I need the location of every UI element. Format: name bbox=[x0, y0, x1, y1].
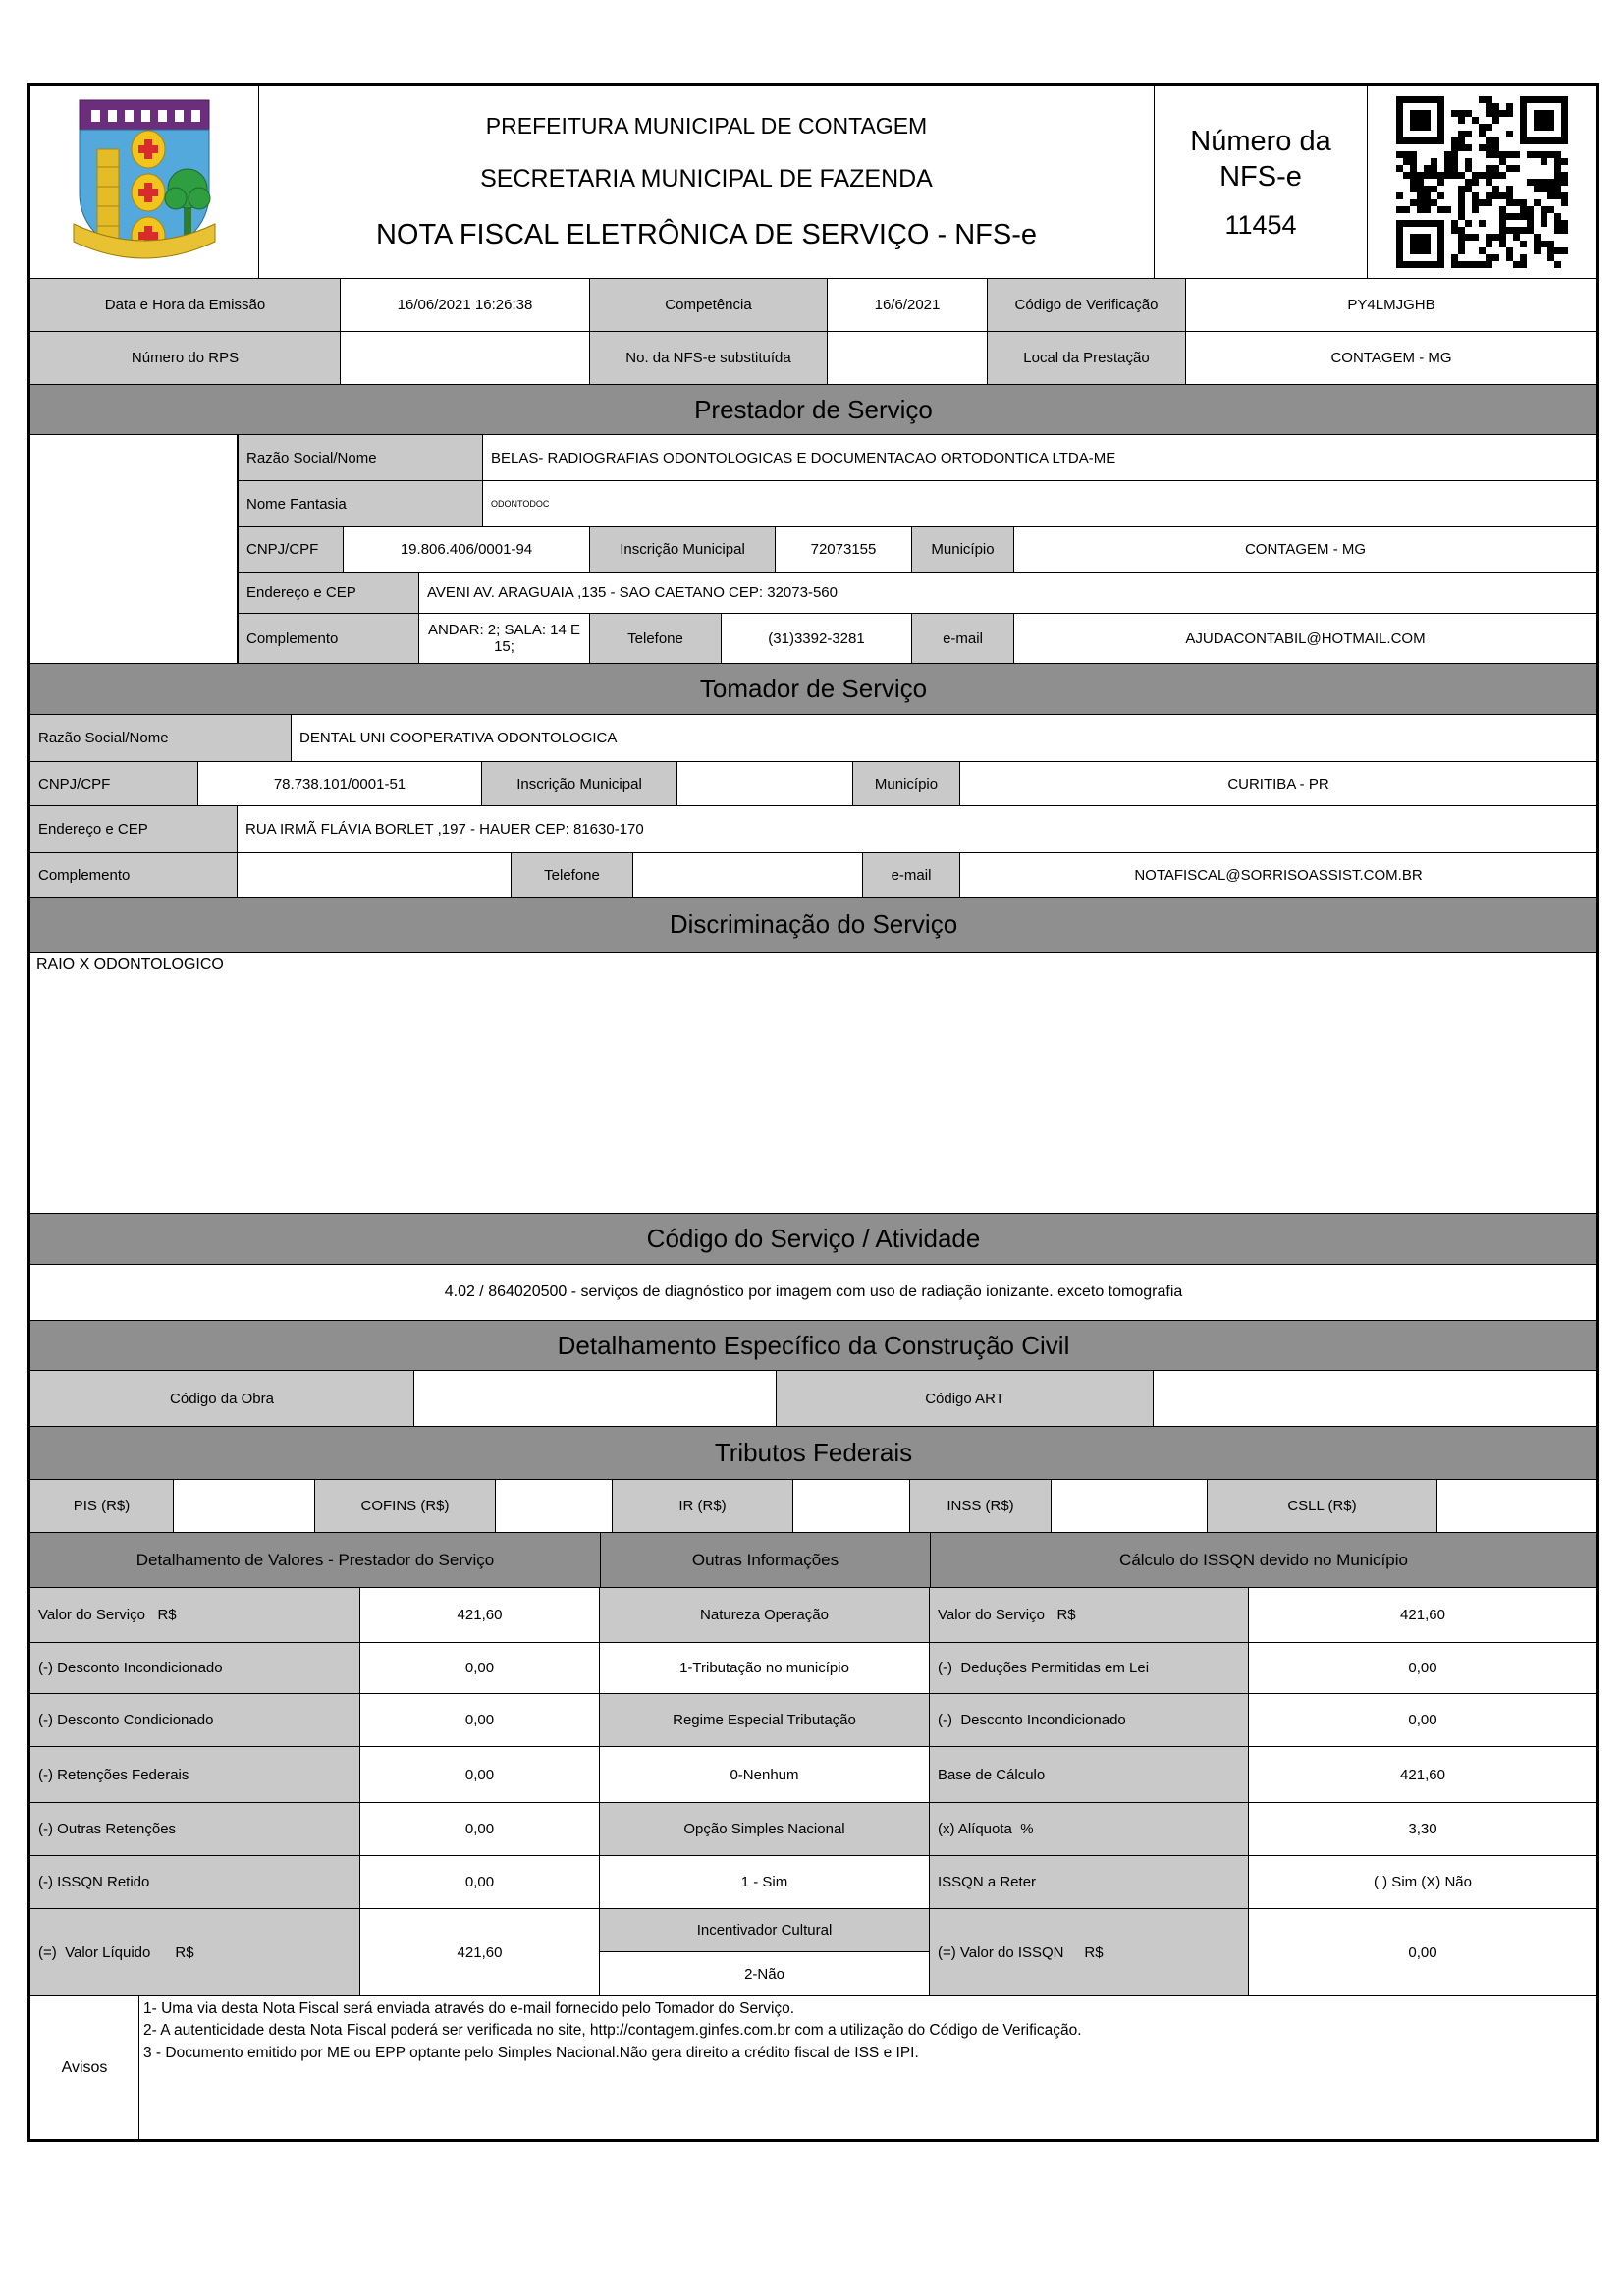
logo-cell bbox=[29, 85, 259, 279]
regime-especial-label: Regime Especial Tributação bbox=[599, 1693, 930, 1747]
tomador-email-label: e-mail bbox=[862, 852, 960, 898]
discriminacao-content-row bbox=[29, 952, 1597, 1214]
valor-liquido-value: 421,60 bbox=[359, 1908, 600, 1996]
tomador-telefone-label: Telefone bbox=[511, 852, 633, 898]
valores-header-row bbox=[29, 1532, 1597, 1588]
avisos-row bbox=[29, 1995, 1597, 2140]
prestador-complemento-label: Complemento bbox=[238, 613, 419, 664]
tomador-razao-value: DENTAL UNI COOPERATIVA ODONTOLOGICA bbox=[291, 714, 1597, 762]
prestador-email-label: e-mail bbox=[911, 613, 1014, 664]
cofins-value bbox=[495, 1479, 613, 1533]
codigo-servico-row bbox=[29, 1264, 1597, 1321]
tomador-cnpj-row bbox=[29, 761, 1597, 806]
desconto-incondicionado-label: (-) Desconto Incondicionado bbox=[29, 1642, 360, 1694]
inss-label: INSS (R$) bbox=[909, 1479, 1052, 1533]
issqn-valor-servico-label: Valor do Serviço R$ bbox=[929, 1587, 1249, 1643]
prestador-block bbox=[29, 434, 1597, 664]
tomador-cnpj-label: CNPJ/CPF bbox=[29, 761, 198, 806]
issqn-a-reter-value: ( ) Sim (X) Não bbox=[1248, 1855, 1597, 1909]
codigo-servico-value: 4.02 / 864020500 - serviços de diagnóstico por imagem com uso de radiação ionizante. exceto tomografia bbox=[29, 1264, 1597, 1321]
emission-label: Data e Hora da Emissão bbox=[29, 278, 341, 332]
tributos-section-title: Tributos Federais bbox=[29, 1426, 1597, 1480]
retencoes-federais-label: (-) Retenções Federais bbox=[29, 1746, 360, 1803]
tomador-complemento-row bbox=[29, 852, 1597, 898]
csll-label: CSLL (R$) bbox=[1207, 1479, 1437, 1533]
tomador-endereco-row bbox=[29, 805, 1597, 853]
document-header bbox=[29, 85, 1597, 279]
codigo-servico-section bbox=[29, 1213, 1597, 1265]
codigo-art-value bbox=[1153, 1370, 1597, 1427]
tomador-endereco-label: Endereço e CEP bbox=[29, 805, 238, 853]
codigo-obra-value bbox=[413, 1370, 777, 1427]
incentivador-cultural-cell bbox=[599, 1908, 930, 1996]
codigo-art-label: Código ART bbox=[776, 1370, 1154, 1427]
tributos-section bbox=[29, 1426, 1597, 1480]
prestador-fantasia-value: ODONTODOC bbox=[482, 480, 1597, 527]
valor-issqn-value: 0,00 bbox=[1248, 1908, 1597, 1996]
aliquota-value: 3,30 bbox=[1248, 1802, 1597, 1856]
inss-value bbox=[1051, 1479, 1208, 1533]
prestador-municipio-value: CONTAGEM - MG bbox=[1013, 526, 1597, 573]
tomador-email-value: NOTAFISCAL@SORRISOASSIST.COM.BR bbox=[959, 852, 1597, 898]
tomador-im-value bbox=[676, 761, 853, 806]
prestador-empty-cell bbox=[29, 434, 238, 664]
base-calculo-value: 421,60 bbox=[1248, 1746, 1597, 1803]
natureza-operacao-label: Natureza Operação bbox=[599, 1587, 930, 1643]
valores-row-7 bbox=[29, 1908, 1597, 1996]
prestador-razao-label: Razão Social/Nome bbox=[238, 434, 483, 481]
aviso-line-3: 3 - Documento emitido por ME ou EPP optante pelo Simples Nacional.Não gera direito a crédito fiscal de ISS e IPI. bbox=[143, 2044, 919, 2061]
desconto-condicionado-value: 0,00 bbox=[359, 1693, 600, 1747]
rps-label: Número do RPS bbox=[29, 331, 341, 385]
outras-retencoes-label: (-) Outras Retenções bbox=[29, 1802, 360, 1856]
tomador-razao-row bbox=[29, 714, 1597, 762]
incentivador-cultural-value: 2-Não bbox=[744, 1965, 784, 1983]
valores-row-3 bbox=[29, 1693, 1597, 1747]
ir-value bbox=[792, 1479, 910, 1533]
prestador-telefone-label: Telefone bbox=[589, 613, 722, 664]
prestador-razao-value: BELAS- RADIOGRAFIAS ODONTOLOGICAS E DOCUMENTACAO ORTODONTICA LTDA-ME bbox=[482, 434, 1597, 481]
natureza-operacao-value: 1-Tributação no município bbox=[599, 1642, 930, 1694]
tomador-municipio-value: CURITIBA - PR bbox=[959, 761, 1597, 806]
regime-especial-value: 0-Nenhum bbox=[599, 1746, 930, 1803]
prestador-endereco-value: AVENI AV. ARAGUAIA ,135 - SAO CAETANO CEP: 32073-560 bbox=[418, 572, 1597, 614]
valores-col3-title: Cálculo do ISSQN devido no Município bbox=[930, 1532, 1597, 1588]
discriminacao-section bbox=[29, 897, 1597, 953]
desconto-incondicionado-value: 0,00 bbox=[359, 1642, 600, 1694]
tomador-im-label: Inscrição Municipal bbox=[481, 761, 677, 806]
issqn-retido-label: (-) ISSQN Retido bbox=[29, 1855, 360, 1909]
valor-liquido-label: (=) Valor Líquido R$ bbox=[29, 1908, 360, 1996]
secretaria-title: SECRETARIA MUNICIPAL DE FAZENDA bbox=[480, 165, 933, 192]
valores-row-4 bbox=[29, 1746, 1597, 1803]
valores-row-2 bbox=[29, 1642, 1597, 1694]
discriminacao-section-title: Discriminação do Serviço bbox=[29, 897, 1597, 953]
prestador-cnpj-label: CNPJ/CPF bbox=[238, 526, 344, 573]
avisos-text bbox=[138, 1995, 1597, 2140]
valores-col2-title: Outras Informações bbox=[600, 1532, 931, 1588]
valor-servico-value: 421,60 bbox=[359, 1587, 600, 1643]
qr-code-icon bbox=[1396, 96, 1568, 268]
verification-value: PY4LMJGHB bbox=[1185, 278, 1597, 332]
prestador-municipio-label: Município bbox=[911, 526, 1014, 573]
desconto-condicionado-label: (-) Desconto Condicionado bbox=[29, 1693, 360, 1747]
construcao-civil-section bbox=[29, 1320, 1597, 1371]
valores-row-5 bbox=[29, 1802, 1597, 1856]
nfse-number-value: 11454 bbox=[1224, 210, 1297, 241]
competencia-value: 16/6/2021 bbox=[827, 278, 988, 332]
info-row-1 bbox=[29, 278, 1597, 332]
valores-row-6 bbox=[29, 1855, 1597, 1909]
tomador-municipio-label: Município bbox=[852, 761, 960, 806]
tomador-section-title: Tomador de Serviço bbox=[29, 663, 1597, 715]
contagem-coat-of-arms-icon bbox=[70, 98, 219, 267]
csll-value bbox=[1436, 1479, 1597, 1533]
tomador-complemento-value bbox=[237, 852, 512, 898]
tomador-razao-label: Razão Social/Nome bbox=[29, 714, 292, 762]
retencoes-federais-value: 0,00 bbox=[359, 1746, 600, 1803]
prestador-email-value: AJUDACONTABIL@HOTMAIL.COM bbox=[1013, 613, 1597, 664]
info-row-2 bbox=[29, 331, 1597, 385]
issqn-desconto-incondicionado-label: (-) Desconto Incondicionado bbox=[929, 1693, 1249, 1747]
opcao-simples-label: Opção Simples Nacional bbox=[599, 1802, 930, 1856]
tributos-row bbox=[29, 1479, 1597, 1533]
aviso-line-1: 1- Uma via desta Nota Fiscal será enviada através do e-mail fornecido pelo Tomador do Serviço. bbox=[143, 2000, 795, 2017]
prestador-section-title: Prestador de Serviço bbox=[29, 384, 1597, 435]
nfse-document bbox=[27, 83, 1599, 2142]
prestador-cnpj-value: 19.806.406/0001-94 bbox=[343, 526, 590, 573]
cofins-label: COFINS (R$) bbox=[314, 1479, 496, 1533]
prestador-telefone-value: (31)3392-3281 bbox=[721, 613, 912, 664]
construcao-civil-section-title: Detalhamento Específico da Construção Civil bbox=[29, 1320, 1597, 1371]
tomador-telefone-value bbox=[632, 852, 863, 898]
pis-value bbox=[173, 1479, 315, 1533]
prestador-im-value: 72073155 bbox=[775, 526, 912, 573]
local-prestacao-label: Local da Prestação bbox=[987, 331, 1186, 385]
emission-value: 16/06/2021 16:26:38 bbox=[340, 278, 590, 332]
issqn-valor-servico-value: 421,60 bbox=[1248, 1587, 1597, 1643]
prefeitura-title: PREFEITURA MUNICIPAL DE CONTAGEM bbox=[485, 113, 928, 138]
discriminacao-content: RAIO X ODONTOLOGICO bbox=[29, 952, 1597, 1214]
codigo-obra-label: Código da Obra bbox=[29, 1370, 414, 1427]
document-title-block bbox=[258, 85, 1155, 279]
codigo-servico-section-title: Código do Serviço / Atividade bbox=[29, 1213, 1597, 1265]
issqn-retido-value: 0,00 bbox=[359, 1855, 600, 1909]
rps-value bbox=[340, 331, 590, 385]
incentivador-cultural-label: Incentivador Cultural bbox=[600, 1909, 929, 1952]
prestador-section bbox=[29, 384, 1597, 435]
prestador-complemento-value: ANDAR: 2; SALA: 14 E 15; bbox=[418, 613, 590, 664]
deducoes-permitidas-label: (-) Deduções Permitidas em Lei bbox=[929, 1642, 1249, 1694]
issqn-desconto-incondicionado-value: 0,00 bbox=[1248, 1693, 1597, 1747]
opcao-simples-value: 1 - Sim bbox=[599, 1855, 930, 1909]
aliquota-label: (x) Alíquota % bbox=[929, 1802, 1249, 1856]
construcao-civil-row bbox=[29, 1370, 1597, 1427]
valores-col1-title: Detalhamento de Valores - Prestador do Serviço bbox=[29, 1532, 601, 1588]
pis-label: PIS (R$) bbox=[29, 1479, 174, 1533]
deducoes-permitidas-value: 0,00 bbox=[1248, 1642, 1597, 1694]
issqn-a-reter-label: ISSQN a Reter bbox=[929, 1855, 1249, 1909]
substituida-value bbox=[827, 331, 988, 385]
avisos-label: Avisos bbox=[29, 1995, 139, 2140]
valores-row-1 bbox=[29, 1587, 1597, 1643]
prestador-fantasia-label: Nome Fantasia bbox=[238, 480, 483, 527]
tomador-complemento-label: Complemento bbox=[29, 852, 238, 898]
prestador-im-label: Inscrição Municipal bbox=[589, 526, 776, 573]
local-prestacao-value: CONTAGEM - MG bbox=[1185, 331, 1597, 385]
ir-label: IR (R$) bbox=[612, 1479, 793, 1533]
tomador-section bbox=[29, 663, 1597, 715]
prestador-endereco-label: Endereço e CEP bbox=[238, 572, 419, 614]
nfse-number-cell bbox=[1154, 85, 1368, 279]
aviso-line-2: 2- A autenticidade desta Nota Fiscal poderá ser verificada no site, http://contagem.ginfes.com.br com a utilização do Código de Verificação. bbox=[143, 2022, 1082, 2040]
nota-fiscal-title: NOTA FISCAL ELETRÔNICA DE SERVIÇO - NFS-e bbox=[375, 219, 1038, 250]
tomador-endereco-value: RUA IRMÃ FLÁVIA BORLET ,197 - HAUER CEP: 81630-170 bbox=[237, 805, 1597, 853]
verification-label: Código de Verificação bbox=[987, 278, 1186, 332]
valor-issqn-label: (=) Valor do ISSQN R$ bbox=[929, 1908, 1249, 1996]
base-calculo-label: Base de Cálculo bbox=[929, 1746, 1249, 1803]
competencia-label: Competência bbox=[589, 278, 828, 332]
substituida-label: No. da NFS-e substituída bbox=[589, 331, 828, 385]
nfse-number-label: Número da NFS-e bbox=[1190, 125, 1331, 192]
tomador-cnpj-value: 78.738.101/0001-51 bbox=[197, 761, 482, 806]
outras-retencoes-value: 0,00 bbox=[359, 1802, 600, 1856]
valor-servico-label: Valor do Serviço R$ bbox=[29, 1587, 360, 1643]
qr-cell bbox=[1367, 85, 1597, 279]
